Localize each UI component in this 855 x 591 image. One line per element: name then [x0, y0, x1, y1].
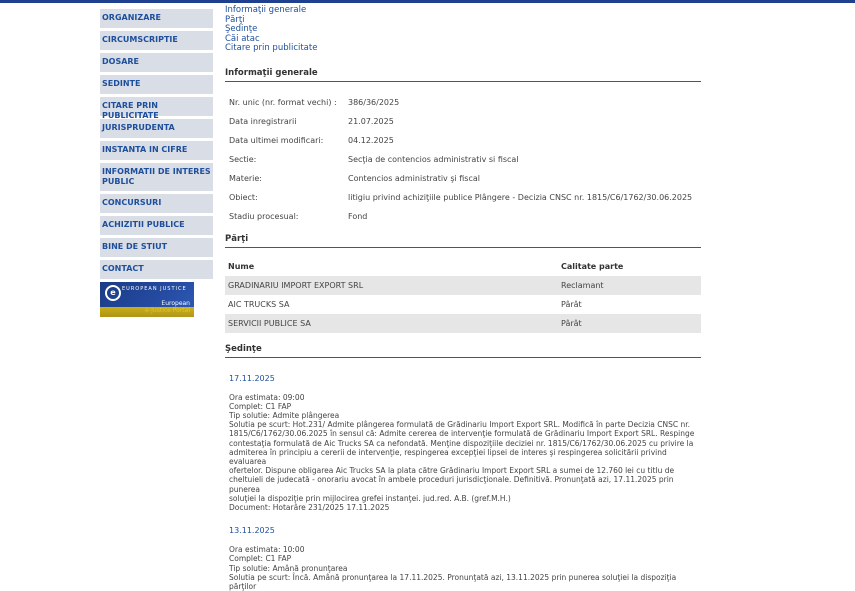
- info-key: Materie:: [229, 173, 262, 183]
- section-title-sedinte: Şedinţe: [225, 344, 701, 358]
- toc-link-citare[interactable]: Citare prin publicitate: [225, 43, 318, 53]
- sedinta-line: Complet: C1 FAP: [229, 554, 292, 564]
- sidebar-item-achizitii[interactable]: ACHIZITII PUBLICE: [100, 216, 213, 235]
- parti-table-header: [225, 258, 701, 276]
- sidebar-item-contact[interactable]: CONTACT: [100, 260, 213, 279]
- parte-calitate: Reclamant: [561, 280, 604, 290]
- ejustice-banner[interactable]: [100, 282, 194, 317]
- col-header-nume: Nume: [228, 262, 255, 271]
- toc-links: [225, 6, 701, 54]
- banner-eu-label: EUROPEAN JUSTICE: [122, 286, 187, 292]
- table-row: [225, 276, 701, 295]
- parte-nume: GRADINARIU IMPORT EXPORT SRL: [228, 280, 364, 290]
- info-key: Obiect:: [229, 192, 258, 202]
- sedinta-line: Tip solutie: Admite plângerea: [229, 410, 340, 420]
- sidebar-item-circumscriptie[interactable]: CIRCUMSCRIPTIE: [100, 31, 213, 50]
- toc-link-informatii[interactable]: Informaţii generale: [225, 5, 307, 15]
- sedinta-line: Tip solutie: Amână pronunţarea: [229, 563, 348, 573]
- table-row: [225, 295, 701, 314]
- info-row: [225, 188, 701, 207]
- ejustice-logo-icon: e: [105, 285, 121, 301]
- sedinta-line: Ora estimata: 09:00: [229, 392, 305, 402]
- info-key: Sectie:: [229, 154, 257, 164]
- info-row: [225, 93, 701, 112]
- sedinta-line: contestaţia formulată de Aic Trucks SA ca nefondată. Menţine dispoziţiile deciziei nr. 1815/C6/1762/30.06.2025 cu privire la: [229, 438, 694, 448]
- info-key: Nr. unic (nr. format vechi) :: [229, 97, 337, 107]
- sedinta-line: admiterea în principiu a cererii de intervenţie, respingerea excepţiei lipsei de interes şi respingerea solicitării privind evaluarea: [229, 447, 667, 466]
- info-key: Data ultimei modificari:: [229, 135, 324, 145]
- sedinta-item: [225, 374, 701, 513]
- parte-calitate: Pârât: [561, 318, 582, 328]
- sidebar-item-dosare[interactable]: DOSARE: [100, 53, 213, 72]
- sidebar-item-citare[interactable]: CITARE PRIN PUBLICITATE: [100, 97, 213, 116]
- info-value: Secţia de contencios administrativ si fiscal: [348, 154, 519, 164]
- section-title-parti: Părţi: [225, 234, 701, 248]
- sedinta-line: cheltuieli de judecată - onorariu avocat în ambele proceduri jurisdicţionale. Definitivă. Pronunţată azi, 17.11.2025 prin punerea: [229, 475, 674, 494]
- info-row: [225, 169, 701, 188]
- main-content: [225, 6, 701, 591]
- sidebar-item-informatii[interactable]: INFORMATII DE INTERES PUBLIC: [100, 163, 213, 191]
- top-bar: [0, 0, 855, 3]
- sedinta-line: soluţiei la dispoziţie prin mijlocirea grefei instanţei. jud.red. A.B. (gref.M.H.): [229, 493, 511, 503]
- sidebar-item-instanta[interactable]: INSTANTA IN CIFRE: [100, 141, 213, 160]
- sedinta-line: Solutia pe scurt: Încă. Amână pronunţarea la 17.11.2025. Pronunţată azi, 13.11.2025 prin punerea soluţiei la dispoziţia părţilor: [229, 572, 677, 591]
- sedinta-date: 17.11.2025: [229, 373, 275, 383]
- parte-nume: SERVICII PUBLICE SA: [228, 318, 311, 328]
- sidebar-item-sedinte[interactable]: SEDINTE: [100, 75, 213, 94]
- sedinta-line: ofertelor. Dispune obligarea Aic Trucks SA la plata către Grădinariu Import Export SRL a sumei de 12.760 lei cu titlu de: [229, 466, 675, 476]
- info-row: [225, 112, 701, 131]
- sidebar-item-concursuri[interactable]: CONCURSURI: [100, 194, 213, 213]
- sedinta-details: [229, 545, 701, 591]
- sedinta-item: [225, 526, 701, 591]
- toc-link-sedinte[interactable]: Şedinţe: [225, 24, 258, 34]
- info-value: Contencios administrativ şi fiscal: [348, 173, 480, 183]
- info-value: 386/36/2025: [348, 97, 400, 107]
- section-title-general: Informaţii generale: [225, 68, 701, 82]
- info-value: litigiu privind achiziţiile publice Plângere - Decizia CNSC nr. 1815/C6/1762/30.06.2025: [348, 192, 693, 202]
- info-row: [225, 131, 701, 150]
- sedinta-document-link[interactable]: Document: Hotarâre 231/2025 17.11.2025: [229, 502, 390, 512]
- table-row: [225, 314, 701, 333]
- sedinta-date: 13.11.2025: [229, 526, 275, 536]
- toc-link-cai-atac[interactable]: Căi atac: [225, 33, 260, 44]
- sidebar-item-organizare[interactable]: ORGANIZARE: [100, 9, 213, 28]
- sedinta-line: 1815/C6/1762/30.06.2025 în sensul că: Admite cererea de intervenţie formulată de Grădinariu Import Export SRL. Respinge: [229, 429, 695, 439]
- parte-nume: AIC TRUCKS SA: [228, 299, 290, 309]
- banner-title-line1: European: [161, 300, 190, 307]
- sidebar-item-jurisprudenta[interactable]: JURISPRUDENTA: [100, 119, 213, 138]
- info-value: 21.07.2025: [348, 116, 394, 126]
- general-info-table: [225, 93, 701, 226]
- info-key: Stadiu procesual:: [229, 211, 299, 221]
- banner-stripe: [100, 307, 194, 317]
- sedinta-line: Ora estimata: 10:00: [229, 545, 305, 555]
- info-value: 04.12.2025: [348, 135, 394, 145]
- info-value: Fond: [348, 211, 368, 221]
- sedinta-details: [229, 393, 701, 513]
- toc-link-parti[interactable]: Părţi: [225, 14, 245, 25]
- sidebar-nav: [100, 9, 213, 317]
- info-row: [225, 207, 701, 226]
- col-header-calitate: Calitate parte: [561, 262, 624, 271]
- sedinta-line: Complet: C1 FAP: [229, 401, 292, 411]
- info-key: Data inregistrarii: [229, 116, 297, 126]
- sedinta-line: Solutia pe scurt: Hot.231/ Admite plângerea formulată de Grădinariu Import Export SRL. Modifică în parte Decizia CNSC nr.: [229, 420, 691, 430]
- info-row: [225, 150, 701, 169]
- sidebar-item-bine[interactable]: BINE DE STIUT: [100, 238, 213, 257]
- parte-calitate: Pârât: [561, 299, 582, 309]
